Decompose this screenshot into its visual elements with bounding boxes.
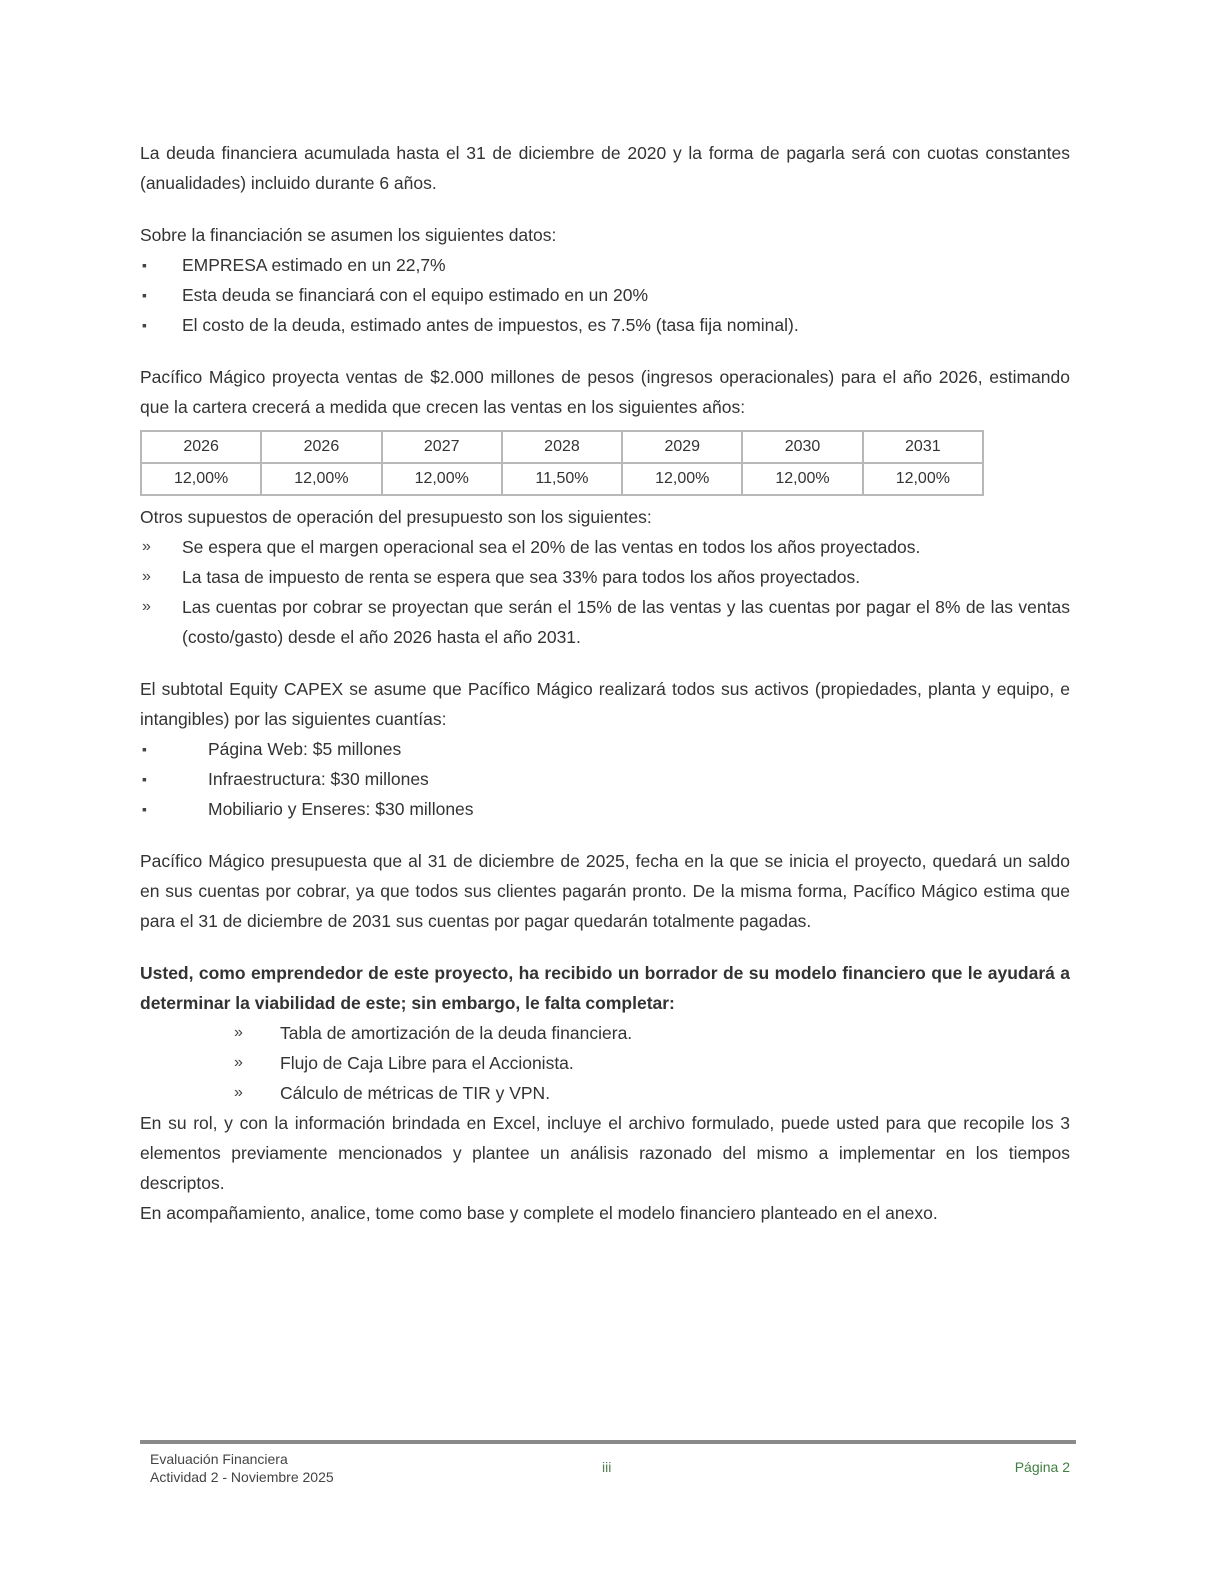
table-row [141,431,983,463]
year-cell: 2029 [622,431,742,463]
paragraph-debt: La deuda financiera acumulada hasta el 31 de diciembre de 2020 y la forma de pagarla será con cuotas constantes (anualidades) incluido durante 6 años. [140,143,1070,193]
list-item: ▪ Página Web: $5 millones [140,734,1070,764]
paragraph-instructions: En su rol, y con la información brindada en Excel, incluye el archivo formulado, puede usted para que recopile los 3 elementos previamente mencionados y plantee un análisis razonado del mismo a implementar en los tiempos descriptos. [140,1113,1070,1193]
page-content [140,138,1070,1228]
list-item: » Flujo de Caja Libre para el Accionista. [232,1048,1070,1078]
list-item: ▪ EMPRESA estimado en un 22,7% [140,250,1070,280]
table-row [141,463,983,495]
list-item: ▪ Infraestructura: $30 millones [140,764,1070,794]
list-item: » La tasa de impuesto de renta se espera que sea 33% para todos los años proyectados. [140,562,1070,592]
footer-course [150,1450,334,1486]
operation-list [140,532,1070,652]
paragraph-financing-intro: Sobre la financiación se asumen los siguientes datos: [140,225,557,245]
list-item: ▪ El costo de la deuda, estimado antes de impuestos, es 7.5% (tasa fija nominal). [140,310,1070,340]
paragraph-closing: En acompañamiento, analice, tome como base y complete el modelo financiero planteado en el anexo. [140,1203,938,1223]
paragraph-task: Usted, como emprendedor de este proyecto, ha recibido un borrador de su modelo financiero que le ayudará a determinar la viabilidad de este; sin embargo, le falta completar: [140,963,1070,1013]
list-item: » Se espera que el margen operacional sea el 20% de las ventas en todos los años proyectados. [140,532,1070,562]
footer-course-subtitle: Actividad 2 - Noviembre 2025 [150,1469,334,1485]
year-cell: 2031 [863,431,983,463]
growth-rates-table [140,430,984,496]
list-item: ▪ Mobiliario y Enseres: $30 millones [140,794,1070,824]
page-footer [140,1440,1076,1504]
pending-list [232,1018,1070,1108]
paragraph-capex: El subtotal Equity CAPEX se asume que Pacífico Mágico realizará todos sus activos (propiedades, planta y equipo, e intangibles) por las siguientes cuantías: [140,679,1070,729]
footer-center-mark: iii [602,1459,612,1475]
paragraph-sales-projection: Pacífico Mágico proyecta ventas de $2.000 millones de pesos (ingresos operacionales) para el año 2026, estimando que la cartera crecerá a medida que crecen las ventas en los siguientes años: [140,367,1070,417]
year-cell: 2030 [742,431,862,463]
paragraph-receivables: Pacífico Mágico presupuesta que al 31 de diciembre de 2025, fecha en la que se inicia el proyecto, quedará un saldo en sus cuentas por cobrar, ya que todos sus clientes pagarán pronto. De la misma forma, Pacífico Mágico estima que para el 31 de diciembre de 2031 sus cuentas por pagar quedarán totalmente pagadas. [140,851,1070,931]
financing-list [140,250,1070,340]
rate-cell: 12,00% [382,463,502,495]
year-cell: 2027 [382,431,502,463]
rate-cell: 11,50% [502,463,622,495]
list-item: ▪ Esta deuda se financiará con el equipo estimado en un 20% [140,280,1070,310]
year-cell: 2026 [141,431,261,463]
list-item: » Cálculo de métricas de TIR y VPN. [232,1078,1070,1108]
rate-cell: 12,00% [141,463,261,495]
rate-cell: 12,00% [261,463,381,495]
rate-cell: 12,00% [622,463,742,495]
year-cell: 2028 [502,431,622,463]
rate-cell: 12,00% [742,463,862,495]
list-item: » Las cuentas por cobrar se proyectan que serán el 15% de las ventas y las cuentas por pagar el 8% de las ventas (costo/gasto) desde el año 2026 hasta el año 2031. [140,592,1070,652]
year-cell: 2026 [261,431,381,463]
capex-list [140,734,1070,824]
rate-cell: 12,00% [863,463,983,495]
paragraph-operation-intro: Otros supuestos de operación del presupuesto son los siguientes: [140,507,652,527]
footer-course-title: Evaluación Financiera [150,1451,288,1467]
page-number: Página 2 [1014,1459,1070,1475]
list-item: » Tabla de amortización de la deuda financiera. [232,1018,1070,1048]
